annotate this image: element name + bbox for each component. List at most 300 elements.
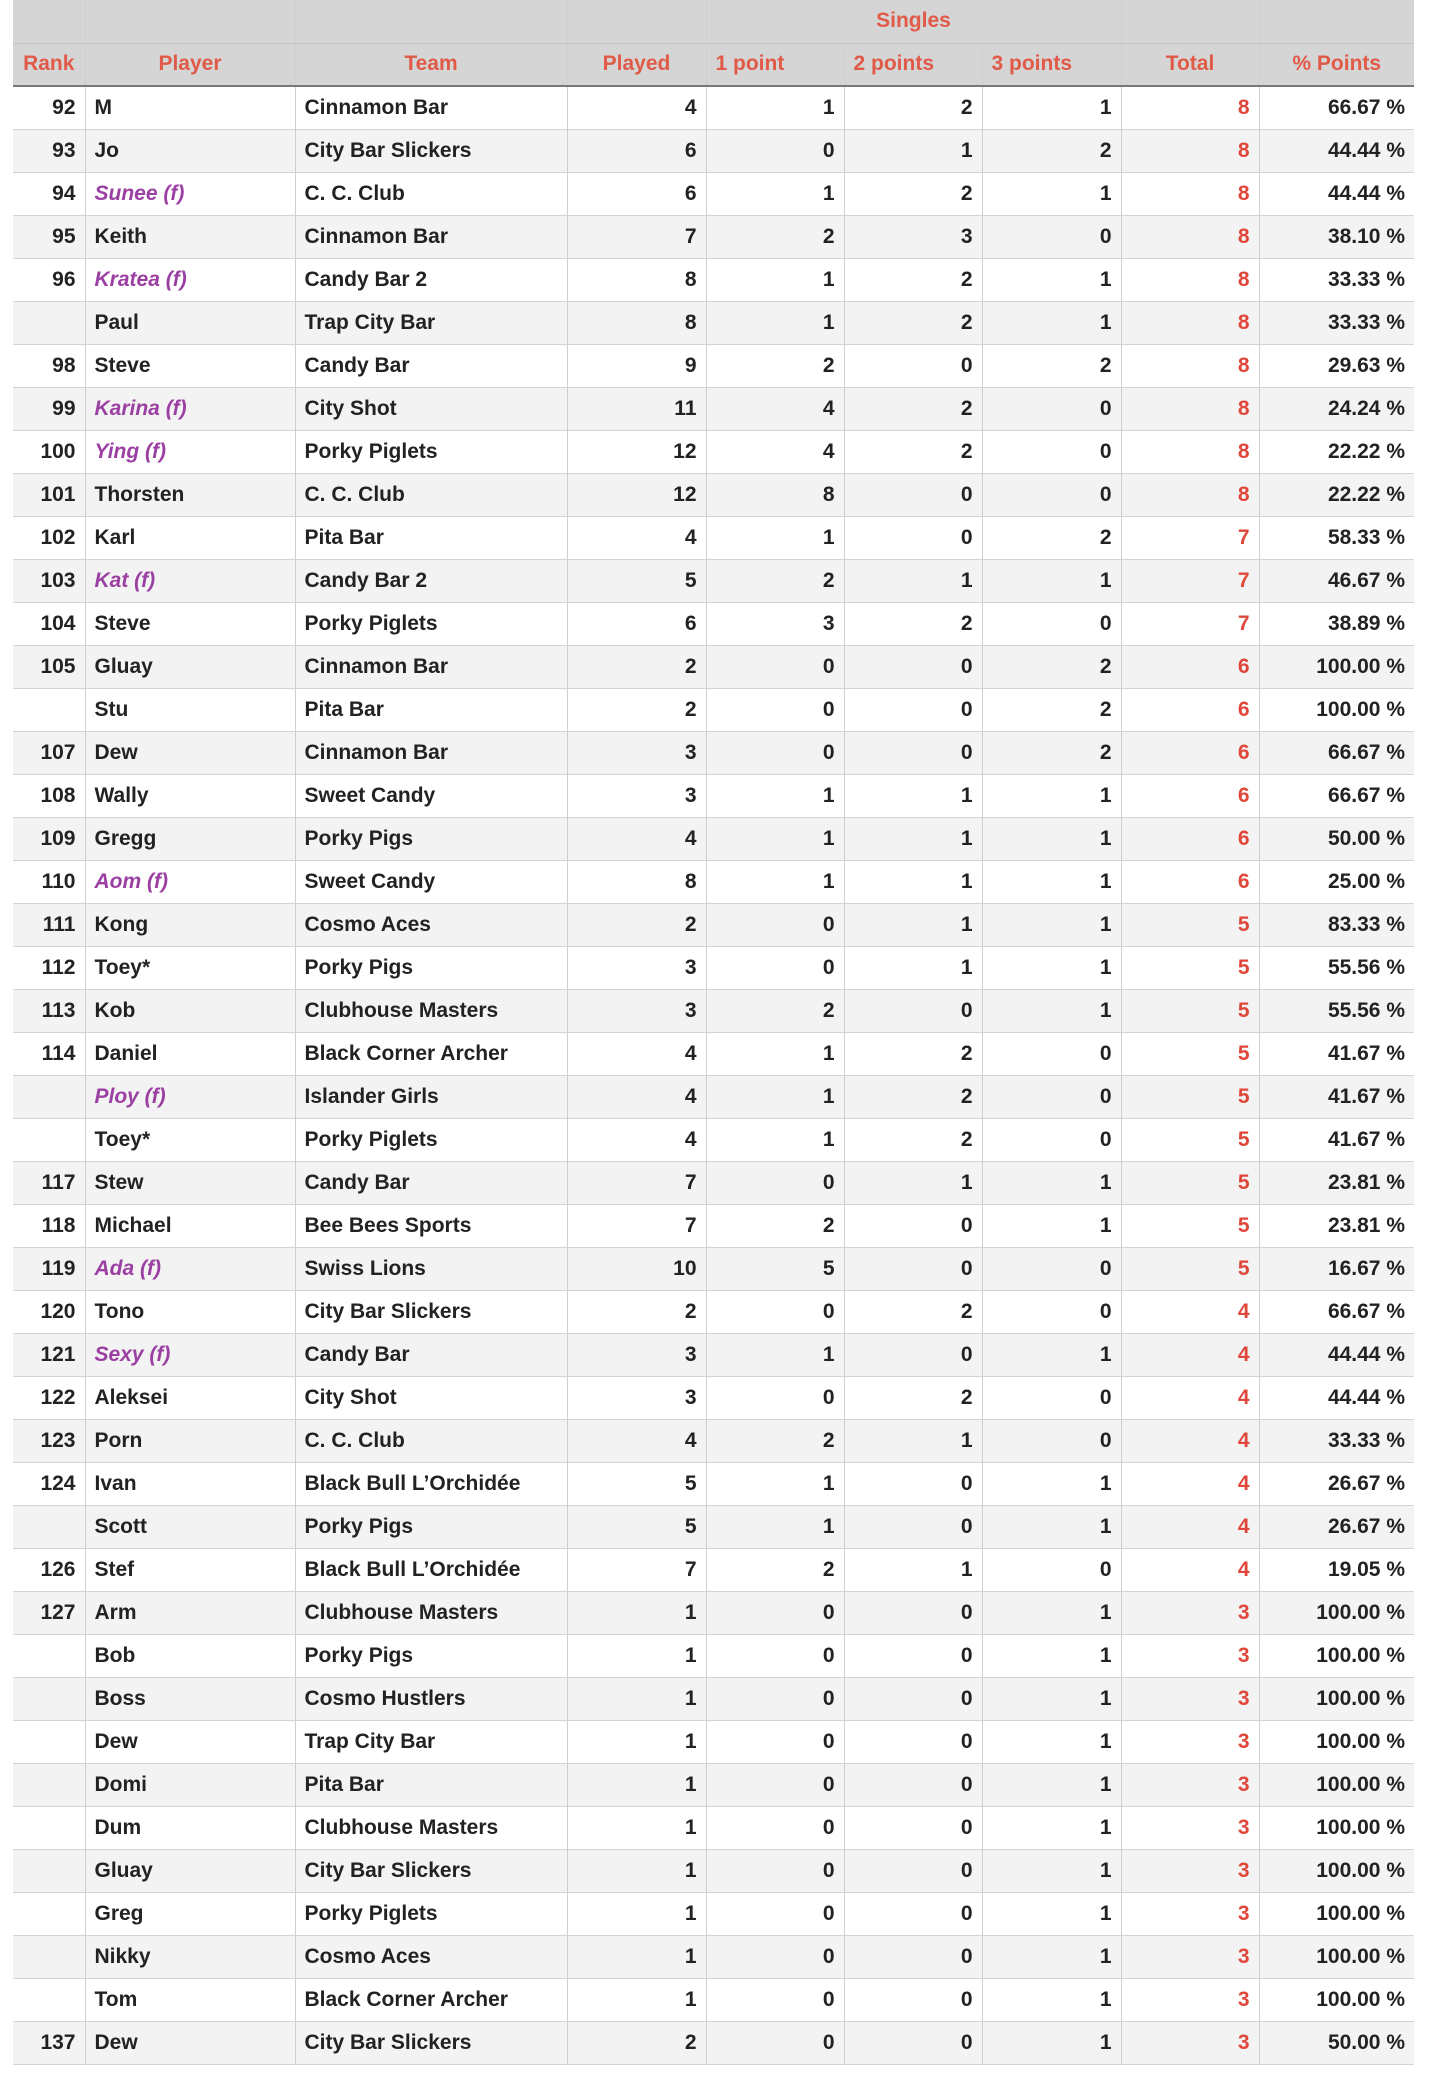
table-row [13,2021,1414,2064]
cell-rank: 123 [13,1419,85,1462]
cell-1-point: 0 [706,1376,844,1419]
cell-team: Candy Bar [295,1333,567,1376]
cell-pct-points: 29.63 % [1259,344,1414,387]
cell-rank [13,1978,85,2021]
cell-3-points: 1 [982,1763,1121,1806]
cell-pct-points: 25.00 % [1259,860,1414,903]
cell-team: Porky Pigs [295,817,567,860]
table-row [13,473,1414,516]
cell-rank: 127 [13,1591,85,1634]
cell-total: 4 [1121,1505,1259,1548]
cell-team: Swiss Lions [295,1247,567,1290]
cell-total: 8 [1121,430,1259,473]
table-row [13,903,1414,946]
table-row [13,1935,1414,1978]
cell-played: 5 [567,559,706,602]
cell-played: 4 [567,516,706,559]
cell-played: 7 [567,1161,706,1204]
cell-player: Steve [85,344,295,387]
cell-pct-points: 58.33 % [1259,516,1414,559]
cell-total: 6 [1121,688,1259,731]
cell-player: Daniel [85,1032,295,1075]
cell-pct-points: 66.67 % [1259,774,1414,817]
cell-played: 12 [567,473,706,516]
cell-played: 3 [567,946,706,989]
cell-played: 6 [567,172,706,215]
cell-played: 5 [567,1505,706,1548]
cell-team: Bee Bees Sports [295,1204,567,1247]
cell-pct-points: 100.00 % [1259,1978,1414,2021]
cell-1-point: 1 [706,1505,844,1548]
cell-rank: 137 [13,2021,85,2064]
cell-3-points: 2 [982,344,1121,387]
cell-player: Scott [85,1505,295,1548]
cell-player: M [85,86,295,129]
cell-pct-points: 44.44 % [1259,1333,1414,1376]
header-total[interactable]: Total [1121,43,1259,86]
cell-1-point: 0 [706,1935,844,1978]
cell-team: Trap City Bar [295,1720,567,1763]
cell-pct-points: 22.22 % [1259,430,1414,473]
cell-rank: 117 [13,1161,85,1204]
cell-1-point: 0 [706,1978,844,2021]
cell-total: 5 [1121,1247,1259,1290]
cell-rank: 112 [13,946,85,989]
cell-pct-points: 33.33 % [1259,301,1414,344]
cell-player: Aom (f) [85,860,295,903]
cell-team: Porky Piglets [295,1892,567,1935]
cell-total: 8 [1121,387,1259,430]
cell-pct-points: 33.33 % [1259,258,1414,301]
cell-2-points: 2 [844,1075,982,1118]
cell-total: 5 [1121,946,1259,989]
cell-played: 7 [567,1548,706,1591]
header-blank [85,0,295,43]
cell-total: 3 [1121,1849,1259,1892]
cell-player: Toey* [85,946,295,989]
cell-3-points: 1 [982,1935,1121,1978]
cell-2-points: 0 [844,1763,982,1806]
cell-rank: 95 [13,215,85,258]
cell-total: 5 [1121,1032,1259,1075]
cell-1-point: 0 [706,645,844,688]
table-row [13,516,1414,559]
header-player[interactable]: Player [85,43,295,86]
cell-1-point: 2 [706,559,844,602]
cell-2-points: 0 [844,1892,982,1935]
cell-3-points: 1 [982,903,1121,946]
cell-rank: 102 [13,516,85,559]
cell-played: 2 [567,688,706,731]
cell-2-points: 0 [844,1720,982,1763]
cell-2-points: 2 [844,1290,982,1333]
cell-played: 2 [567,903,706,946]
cell-played: 1 [567,1935,706,1978]
table-row [13,215,1414,258]
cell-1-point: 1 [706,774,844,817]
cell-3-points: 1 [982,989,1121,1032]
table-row [13,1677,1414,1720]
cell-3-points: 1 [982,258,1121,301]
cell-pct-points: 55.56 % [1259,989,1414,1032]
table-row [13,1806,1414,1849]
cell-team: Pita Bar [295,688,567,731]
cell-team: Candy Bar [295,1161,567,1204]
cell-total: 8 [1121,215,1259,258]
cell-player: Gluay [85,1849,295,1892]
table-row [13,860,1414,903]
cell-1-point: 0 [706,1849,844,1892]
cell-rank: 99 [13,387,85,430]
cell-rank [13,1720,85,1763]
cell-1-point: 1 [706,1462,844,1505]
cell-1-point: 1 [706,1333,844,1376]
cell-2-points: 3 [844,215,982,258]
cell-2-points: 0 [844,1935,982,1978]
cell-total: 4 [1121,1462,1259,1505]
cell-team: City Shot [295,387,567,430]
cell-total: 3 [1121,1935,1259,1978]
cell-team: Sweet Candy [295,774,567,817]
cell-3-points: 1 [982,301,1121,344]
cell-played: 1 [567,1892,706,1935]
header-played[interactable]: Played [567,43,706,86]
cell-played: 1 [567,1677,706,1720]
table-row [13,688,1414,731]
table-row [13,989,1414,1032]
cell-team: City Bar Slickers [295,2021,567,2064]
header-blank [567,0,706,43]
cell-3-points: 1 [982,1806,1121,1849]
cell-2-points: 1 [844,1548,982,1591]
cell-1-point: 0 [706,1677,844,1720]
table-row [13,1849,1414,1892]
cell-played: 4 [567,86,706,129]
cell-played: 2 [567,2021,706,2064]
cell-team: Candy Bar 2 [295,258,567,301]
cell-total: 6 [1121,645,1259,688]
cell-player: Gregg [85,817,295,860]
cell-2-points: 0 [844,731,982,774]
cell-1-point: 1 [706,1032,844,1075]
cell-pct-points: 100.00 % [1259,1677,1414,1720]
cell-team: Clubhouse Masters [295,989,567,1032]
cell-pct-points: 100.00 % [1259,1763,1414,1806]
cell-rank [13,1677,85,1720]
header-blank [1259,0,1414,43]
cell-rank: 121 [13,1333,85,1376]
table-row [13,301,1414,344]
cell-player: Paul [85,301,295,344]
header-group-row [13,0,1414,43]
cell-pct-points: 100.00 % [1259,688,1414,731]
cell-3-points: 2 [982,129,1121,172]
cell-played: 8 [567,301,706,344]
cell-3-points: 1 [982,860,1121,903]
cell-1-point: 0 [706,688,844,731]
table-row [13,1247,1414,1290]
cell-1-point: 2 [706,989,844,1032]
table-row [13,1978,1414,2021]
cell-team: City Bar Slickers [295,1290,567,1333]
cell-team: Cinnamon Bar [295,86,567,129]
cell-3-points: 2 [982,516,1121,559]
header-pct-points[interactable]: % Points [1259,43,1414,86]
header-1-point[interactable]: 1 point [706,43,844,86]
cell-player: Sunee (f) [85,172,295,215]
cell-1-point: 0 [706,1892,844,1935]
cell-total: 3 [1121,1806,1259,1849]
cell-3-points: 0 [982,1376,1121,1419]
table-row [13,817,1414,860]
cell-played: 3 [567,731,706,774]
cell-player: Domi [85,1763,295,1806]
cell-rank: 111 [13,903,85,946]
table-row [13,1075,1414,1118]
cell-team: C. C. Club [295,473,567,516]
cell-3-points: 0 [982,1290,1121,1333]
cell-3-points: 0 [982,1247,1121,1290]
cell-team: Cosmo Aces [295,903,567,946]
cell-3-points: 1 [982,1849,1121,1892]
cell-rank: 124 [13,1462,85,1505]
cell-pct-points: 16.67 % [1259,1247,1414,1290]
cell-1-point: 4 [706,387,844,430]
cell-player: Greg [85,1892,295,1935]
cell-1-point: 2 [706,215,844,258]
cell-rank [13,1806,85,1849]
cell-total: 8 [1121,172,1259,215]
cell-rank [13,1118,85,1161]
cell-pct-points: 38.89 % [1259,602,1414,645]
cell-team: Cosmo Aces [295,1935,567,1978]
cell-total: 5 [1121,903,1259,946]
cell-player: Wally [85,774,295,817]
cell-1-point: 3 [706,602,844,645]
cell-2-points: 2 [844,301,982,344]
cell-3-points: 1 [982,1720,1121,1763]
cell-3-points: 0 [982,1419,1121,1462]
cell-2-points: 1 [844,860,982,903]
table-row [13,1161,1414,1204]
cell-1-point: 1 [706,817,844,860]
cell-2-points: 2 [844,1376,982,1419]
cell-player: Dew [85,1720,295,1763]
cell-pct-points: 66.67 % [1259,86,1414,129]
cell-player: Tom [85,1978,295,2021]
cell-2-points: 1 [844,1161,982,1204]
cell-played: 4 [567,1419,706,1462]
cell-1-point: 0 [706,1806,844,1849]
cell-played: 1 [567,1591,706,1634]
cell-total: 8 [1121,86,1259,129]
cell-total: 6 [1121,731,1259,774]
cell-player: Arm [85,1591,295,1634]
cell-played: 12 [567,430,706,473]
cell-total: 3 [1121,1720,1259,1763]
cell-player: Stef [85,1548,295,1591]
cell-1-point: 0 [706,903,844,946]
table-row [13,946,1414,989]
cell-3-points: 1 [982,946,1121,989]
cell-2-points: 0 [844,1634,982,1677]
table-row [13,129,1414,172]
cell-1-point: 4 [706,430,844,473]
cell-2-points: 2 [844,602,982,645]
cell-played: 6 [567,602,706,645]
cell-2-points: 0 [844,688,982,731]
table-row [13,1376,1414,1419]
cell-2-points: 0 [844,344,982,387]
cell-2-points: 2 [844,172,982,215]
table-row [13,344,1414,387]
cell-1-point: 0 [706,1634,844,1677]
cell-3-points: 2 [982,645,1121,688]
cell-player: Kratea (f) [85,258,295,301]
table-row [13,1548,1414,1591]
cell-total: 3 [1121,2021,1259,2064]
header-team[interactable]: Team [295,43,567,86]
cell-total: 8 [1121,258,1259,301]
cell-1-point: 2 [706,344,844,387]
cell-player: Ivan [85,1462,295,1505]
cell-player: Nikky [85,1935,295,1978]
cell-rank: 113 [13,989,85,1032]
cell-player: Sexy (f) [85,1333,295,1376]
cell-total: 4 [1121,1548,1259,1591]
table-row [13,1032,1414,1075]
table-row [13,258,1414,301]
table-row [13,1204,1414,1247]
header-3-points[interactable]: 3 points [982,43,1121,86]
cell-rank: 120 [13,1290,85,1333]
cell-2-points: 0 [844,989,982,1032]
cell-1-point: 0 [706,129,844,172]
cell-3-points: 0 [982,430,1121,473]
header-singles-group: Singles [706,0,1121,43]
cell-1-point: 1 [706,86,844,129]
cell-2-points: 0 [844,1462,982,1505]
cell-3-points: 1 [982,86,1121,129]
table-row [13,1720,1414,1763]
cell-rank [13,301,85,344]
cell-team: C. C. Club [295,1419,567,1462]
cell-rank: 122 [13,1376,85,1419]
cell-player: Bob [85,1634,295,1677]
cell-2-points: 0 [844,473,982,516]
cell-total: 5 [1121,1075,1259,1118]
cell-pct-points: 41.67 % [1259,1118,1414,1161]
cell-2-points: 1 [844,903,982,946]
cell-3-points: 1 [982,1462,1121,1505]
cell-rank: 103 [13,559,85,602]
cell-3-points: 1 [982,1892,1121,1935]
table-row [13,1763,1414,1806]
cell-3-points: 1 [982,172,1121,215]
cell-1-point: 1 [706,860,844,903]
cell-played: 10 [567,1247,706,1290]
cell-3-points: 1 [982,817,1121,860]
cell-3-points: 0 [982,602,1121,645]
cell-2-points: 0 [844,1505,982,1548]
cell-pct-points: 100.00 % [1259,1634,1414,1677]
cell-pct-points: 44.44 % [1259,172,1414,215]
header-2-points[interactable]: 2 points [844,43,982,86]
cell-3-points: 0 [982,1032,1121,1075]
cell-team: Black Bull L’Orchidée [295,1548,567,1591]
table-row [13,1505,1414,1548]
cell-3-points: 1 [982,774,1121,817]
cell-team: Porky Piglets [295,602,567,645]
cell-3-points: 0 [982,1548,1121,1591]
cell-rank [13,1935,85,1978]
cell-team: Sweet Candy [295,860,567,903]
cell-team: Cinnamon Bar [295,215,567,258]
cell-total: 8 [1121,473,1259,516]
cell-player: Aleksei [85,1376,295,1419]
cell-played: 1 [567,1634,706,1677]
cell-pct-points: 50.00 % [1259,2021,1414,2064]
cell-3-points: 1 [982,1161,1121,1204]
cell-1-point: 0 [706,1290,844,1333]
cell-rank [13,1505,85,1548]
cell-1-point: 0 [706,1763,844,1806]
cell-team: Black Corner Archer [295,1032,567,1075]
table-row [13,430,1414,473]
cell-pct-points: 38.10 % [1259,215,1414,258]
cell-played: 5 [567,1462,706,1505]
cell-team: Pita Bar [295,1763,567,1806]
cell-total: 4 [1121,1419,1259,1462]
cell-3-points: 0 [982,215,1121,258]
cell-played: 2 [567,1290,706,1333]
cell-total: 8 [1121,301,1259,344]
cell-total: 7 [1121,602,1259,645]
cell-team: Porky Pigs [295,946,567,989]
header-blank [13,0,85,43]
cell-player: Stew [85,1161,295,1204]
cell-player: Kat (f) [85,559,295,602]
cell-team: Clubhouse Masters [295,1806,567,1849]
cell-played: 8 [567,860,706,903]
cell-2-points: 2 [844,1118,982,1161]
cell-played: 3 [567,774,706,817]
cell-player: Toey* [85,1118,295,1161]
cell-rank [13,1849,85,1892]
cell-3-points: 1 [982,1634,1121,1677]
table-row [13,172,1414,215]
cell-3-points: 1 [982,1204,1121,1247]
cell-rank: 109 [13,817,85,860]
cell-2-points: 1 [844,129,982,172]
cell-player: Dew [85,731,295,774]
cell-player: Boss [85,1677,295,1720]
cell-rank: 104 [13,602,85,645]
cell-played: 9 [567,344,706,387]
cell-total: 6 [1121,817,1259,860]
cell-pct-points: 100.00 % [1259,1892,1414,1935]
cell-pct-points: 33.33 % [1259,1419,1414,1462]
cell-2-points: 2 [844,86,982,129]
cell-total: 5 [1121,1161,1259,1204]
cell-3-points: 1 [982,1978,1121,2021]
cell-pct-points: 44.44 % [1259,129,1414,172]
cell-pct-points: 100.00 % [1259,645,1414,688]
header-rank[interactable]: Rank [13,43,85,86]
cell-1-point: 0 [706,1720,844,1763]
cell-total: 3 [1121,1634,1259,1677]
cell-team: Porky Piglets [295,430,567,473]
